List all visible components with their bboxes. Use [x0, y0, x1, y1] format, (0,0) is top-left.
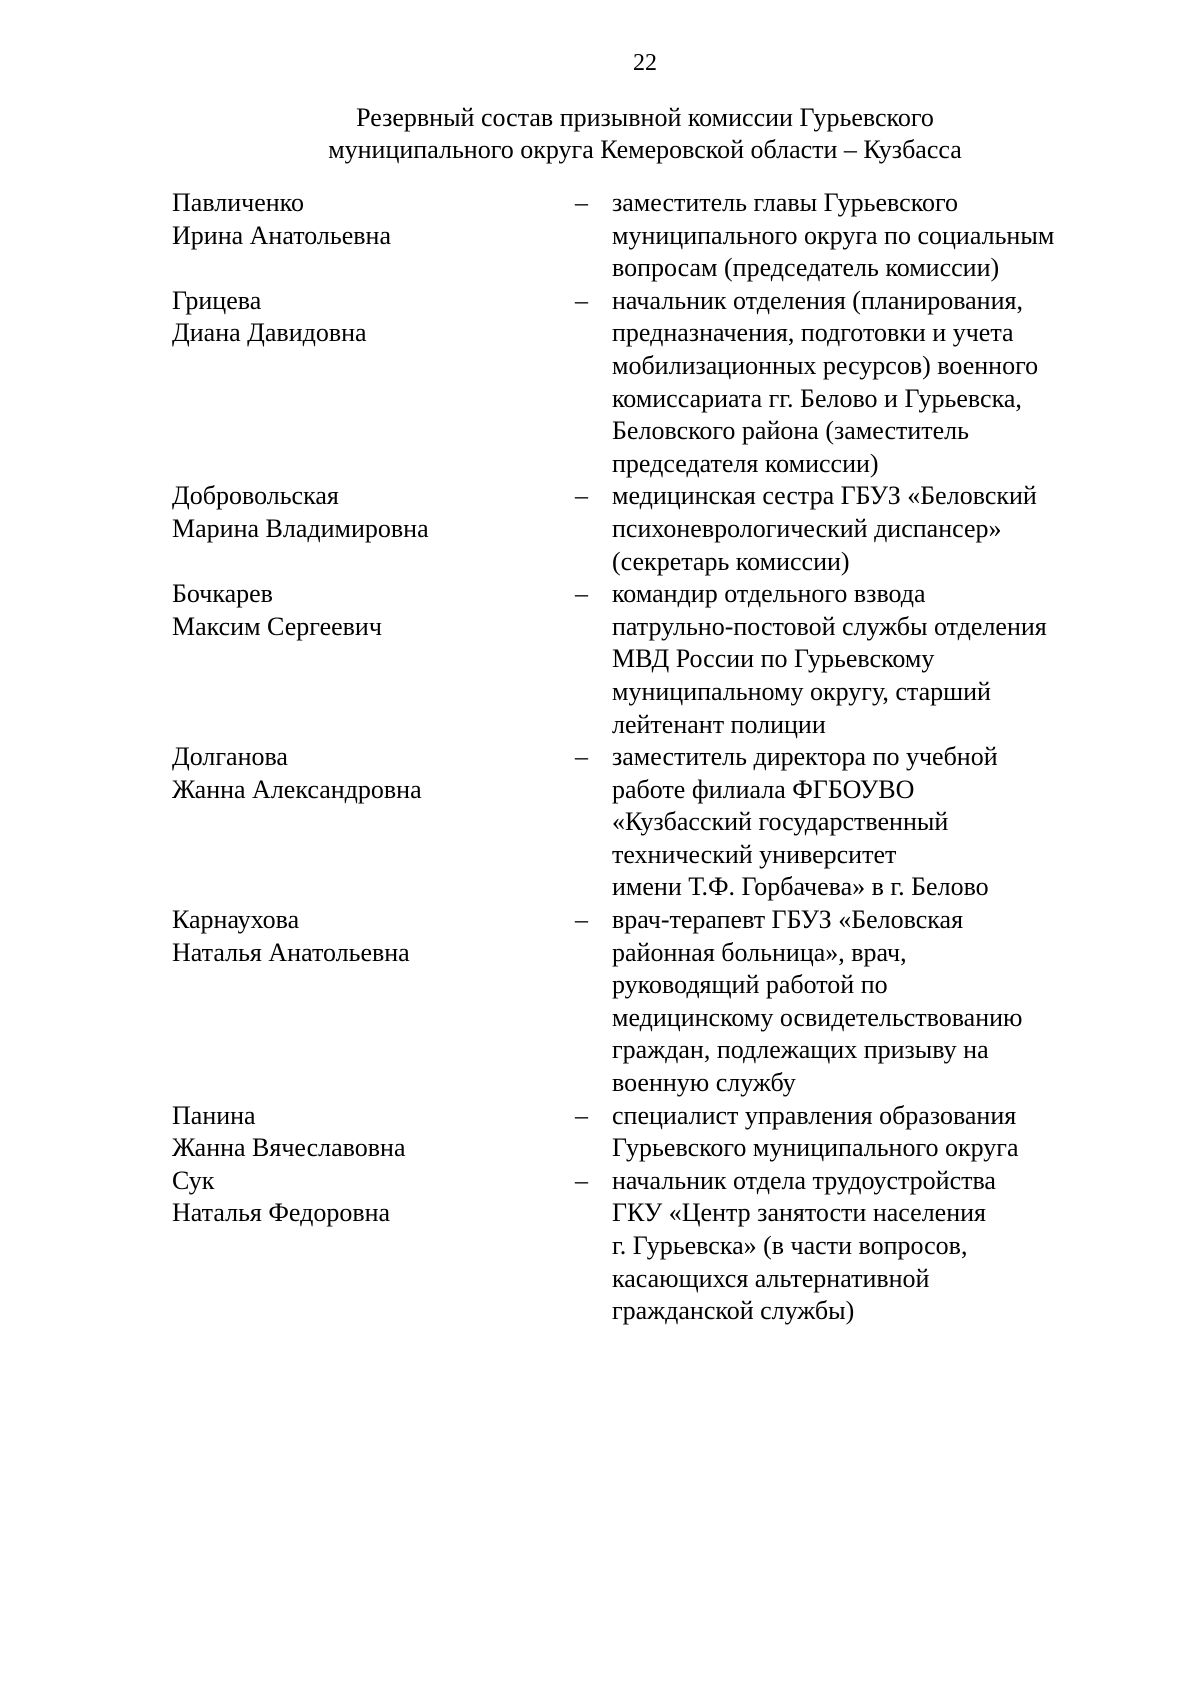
member-surname: Панина: [172, 1100, 256, 1130]
role-line: заместитель директора по учебной: [612, 742, 998, 772]
role-line: мобилизационных ресурсов) военного: [612, 350, 1039, 380]
role-line: гражданской службы): [612, 1296, 855, 1326]
role-line: (секретарь комиссии): [612, 546, 850, 576]
role-line: лейтенант полиции: [612, 709, 826, 739]
member-surname: Долганова: [172, 742, 288, 772]
role-line: психоневрологический диспансер»: [612, 513, 1002, 543]
member-surname: Карнаухова: [172, 905, 300, 935]
member-given-names: Ирина Анатольевна: [172, 220, 391, 250]
member-name: [172, 480, 552, 545]
member-entry: [0, 1100, 1200, 1165]
role-line: ГКУ «Центр занятости населения: [612, 1198, 986, 1228]
member-role: [612, 285, 1112, 481]
role-line: патрульно-постовой службы отделения: [612, 611, 1047, 641]
member-role: [612, 904, 1112, 1100]
member-given-names: Жанна Александровна: [172, 774, 422, 804]
member-role: [612, 187, 1112, 285]
dash-separator: –: [575, 188, 588, 217]
member-given-names: Максим Сергеевич: [172, 611, 382, 641]
role-line: начальник отдела трудоустройства: [612, 1165, 996, 1195]
member-surname: Павличенко: [172, 188, 304, 217]
role-line: граждан, подлежащих призыву на: [612, 1035, 989, 1065]
role-line: имени Т.Ф. Горбачева» в г. Белово: [612, 872, 989, 902]
role-line: районная больница», врач,: [612, 937, 907, 967]
member-entry: [0, 285, 1200, 481]
role-line: командир отдельного взвода: [612, 579, 926, 609]
member-name: [172, 187, 552, 252]
member-entry: [0, 187, 1200, 285]
member-surname: Добровольская: [172, 481, 339, 511]
member-given-names: Жанна Вячеславовна: [172, 1133, 406, 1163]
member-role: [612, 1100, 1112, 1165]
role-line: специалист управления образования: [612, 1100, 1017, 1130]
member-name: [172, 1100, 552, 1165]
role-line: «Кузбасский государственный: [612, 807, 949, 837]
role-line: работе филиала ФГБОУВО: [612, 774, 915, 804]
member-surname: Сук: [172, 1165, 215, 1195]
role-line: начальник отделения (планирования,: [612, 285, 1023, 315]
member-entry: [0, 480, 1200, 578]
role-line: Беловского района (заместитель: [612, 416, 970, 446]
member-entry: [0, 904, 1200, 1100]
dash-separator: –: [575, 579, 588, 609]
dash-separator: –: [575, 1165, 588, 1195]
member-given-names: Наталья Анатольевна: [172, 937, 410, 967]
role-line: заместитель главы Гурьевского: [612, 188, 959, 217]
dash-separator: –: [575, 481, 588, 511]
member-entry: [0, 1165, 1200, 1328]
member-entry: [0, 741, 1200, 904]
member-entry: [0, 578, 1200, 741]
role-line: врач-терапевт ГБУЗ «Беловская: [612, 905, 964, 935]
member-given-names: Диана Давидовна: [172, 318, 367, 348]
role-line: комиссариата гг. Белово и Гурьевска,: [612, 383, 1022, 413]
document-title: [0, 102, 1200, 166]
member-surname: Грицева: [172, 285, 262, 315]
dash-separator: –: [575, 1100, 588, 1130]
member-name: [172, 741, 552, 806]
role-line: муниципального округа по социальным: [612, 220, 1055, 250]
member-surname: Бочкарев: [172, 579, 273, 609]
role-line: руководящий работой по: [612, 970, 888, 1000]
member-role: [612, 578, 1112, 741]
dash-separator: –: [575, 905, 588, 935]
role-line: медицинскому освидетельствованию: [612, 1002, 1023, 1032]
role-line: военную службу: [612, 1068, 796, 1098]
role-line: медицинская сестра ГБУЗ «Беловский: [612, 481, 1037, 511]
page-number: 22: [633, 50, 657, 76]
member-name: [172, 285, 552, 350]
role-line: касающихся альтернативной: [612, 1263, 930, 1293]
role-line: председателя комиссии): [612, 448, 879, 478]
member-name: [172, 1165, 552, 1230]
role-line: муниципальному округу, старший: [612, 676, 991, 706]
member-name: [172, 578, 552, 643]
title-line: муниципального округа Кемеровской области – Кузбасса: [328, 135, 962, 164]
member-role: [612, 741, 1112, 904]
member-list: [0, 187, 1200, 1328]
role-line: технический университет: [612, 839, 897, 869]
role-line: предназначения, подготовки и учета: [612, 318, 1014, 348]
role-line: МВД России по Гурьевскому: [612, 644, 935, 674]
member-name: [172, 904, 552, 969]
role-line: г. Гурьевска» (в части вопросов,: [612, 1231, 968, 1260]
member-role: [612, 1165, 1112, 1328]
member-role: [612, 480, 1112, 578]
dash-separator: –: [575, 742, 588, 772]
title-line: Резервный состав призывной комиссии Гурьевского: [356, 103, 934, 132]
role-line: вопросам (председатель комиссии): [612, 253, 1000, 283]
member-given-names: Наталья Федоровна: [172, 1198, 391, 1228]
dash-separator: –: [575, 285, 588, 315]
role-line: Гурьевского муниципального округа: [612, 1133, 1019, 1163]
member-given-names: Марина Владимировна: [172, 513, 429, 543]
